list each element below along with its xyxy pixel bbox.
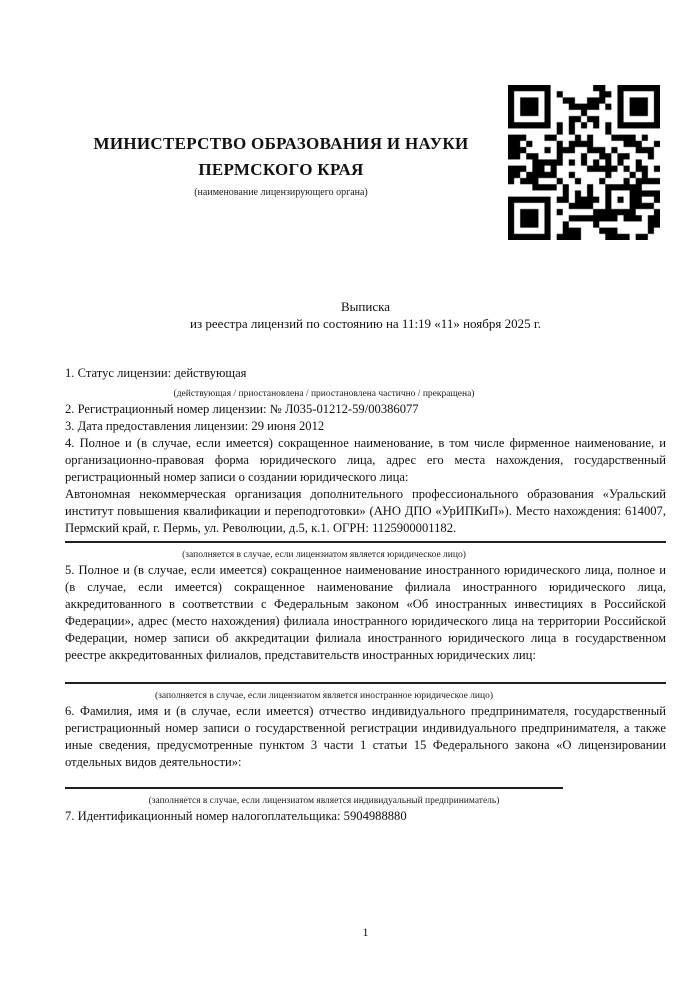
title-line1: Выписка	[341, 299, 390, 314]
field-taxpayer-id: 7. Идентификационный номер налогоплательщика: 5904988880	[65, 809, 407, 823]
field-individual-caption: (заполняется в случае, если лицензиатом является индивидуальный предприниматель)	[148, 796, 500, 806]
field-foreign-entity-caption: (заполняется в случае, если лицензиатом является иностранное юридическое лицо)	[155, 691, 493, 701]
field-foreign-entity-question: 5. Полное и (в случае, если имеется) сокращенное наименование иностранного юридического лица, полное и (в случае, если имеется) сокращенное наименование филиала иностранного юридического лица, аккредитованного в соответствии с Федеральным законом «Об иностранных инвестициях в Российской Федерации», адрес (место нахождения) филиала иностранного юридического лица на территории Российской Федерации, номер записи об аккредитации филиала иностранного юридического лица в государственном реестре аккредитованных филиалов, представительств иностранных юридических лиц:	[65, 563, 666, 662]
field-legal-entity-question: 4. Полное и (в случае, если имеется) сокращенное наименование, в том числе фирменное наименование, и организационно-правовая форма юридического лица, адрес его места нахождения, государственный регистрационный номер записи о создании юридического лица:	[65, 436, 666, 484]
fill-in-rule-legal-entity	[65, 541, 666, 543]
document-title	[65, 298, 666, 332]
fill-in-rule-individual	[65, 787, 563, 789]
field-legal-entity-caption: (заполняется в случае, если лицензиатом является юридическое лицо)	[182, 550, 466, 560]
licensing-authority-header	[65, 131, 497, 199]
field-individual-question: 6. Фамилия, имя и (в случае, если имеется) отчество индивидуального предпринимателя, государственный регистрационный номер записи о государственной регистрации индивидуального предпринимателя, а также иные сведения, предусмотренные пунктом 3 части 1 статьи 15 Федерального закона «О лицензировании отдельных видов деятельности»:	[65, 704, 666, 769]
ministry-name-line1: МИНИСТЕРСТВО ОБРАЗОВАНИЯ И НАУКИ	[93, 134, 469, 153]
field-license-status-caption: (действующая / приостановлена / приостановлена частично / прекращена)	[173, 389, 475, 399]
field-grant-date: 3. Дата предоставления лицензии: 29 июня 2012	[65, 419, 325, 433]
field-legal-entity-answer: Автономная некоммерческая организация дополнительного профессионального образования «Уральский институт повышения квалификации и переподготовки» (АНО ДПО «УрИПКиП»). Место нахождения: 614007, Пермский край, г. Пермь, ул. Революции, д.5, к.1. ОГРН: 1125900001182.	[65, 487, 666, 535]
page-number: 1	[362, 925, 369, 939]
field-license-status: 1. Статус лицензии: действующая	[65, 366, 247, 380]
ministry-caption: (наименование лицензирующего органа)	[194, 187, 368, 198]
field-registration-number: 2. Регистрационный номер лицензии: № Л035-01212-59/00386077	[65, 402, 419, 416]
title-line2: из реестра лицензий по состоянию на 11:19 «11» ноября 2025 г.	[190, 316, 541, 331]
fill-in-rule-foreign-entity	[65, 682, 666, 684]
document-body	[65, 365, 666, 825]
ministry-name-line2: ПЕРМСКОГО КРАЯ	[198, 160, 364, 179]
qr-code	[508, 85, 660, 240]
